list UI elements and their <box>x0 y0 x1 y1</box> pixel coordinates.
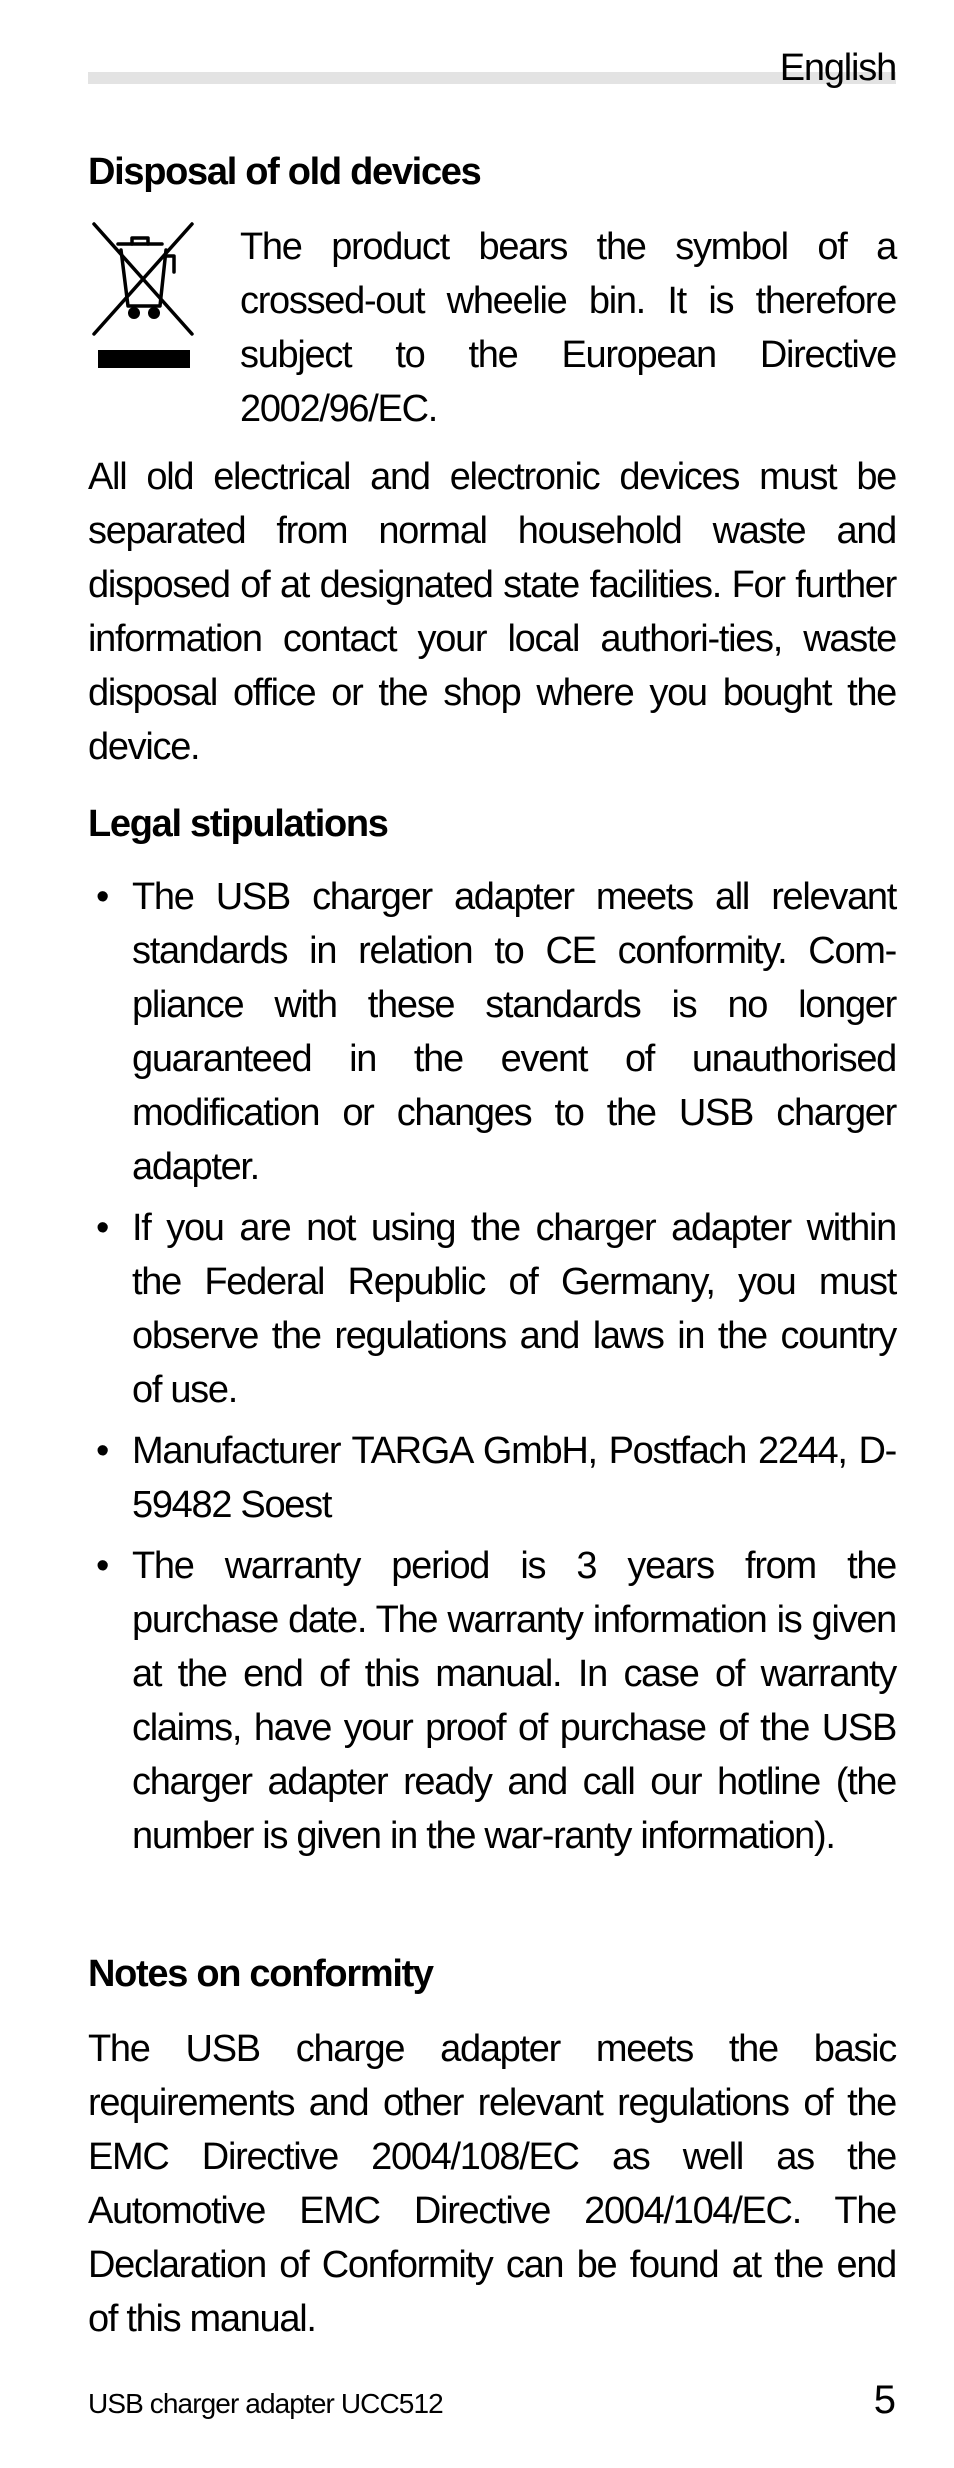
header-rule <box>88 72 896 84</box>
section-heading-legal: Legal stipulations <box>88 803 388 845</box>
list-item <box>88 1539 896 1863</box>
list-item-text: Manufacturer TARGA GmbH, Postfach 2244, D-59482 Soest <box>132 1430 896 1526</box>
conformity-body-text: The USB charge adapter meets the basic requirements and other relevant regulations of the EMC Directive 2004/108/EC as well as the Automotive EMC Directive 2004/104/EC. The Declaration of Conformity can be found at the end of this manual. <box>88 2028 896 2340</box>
list-item <box>88 1424 896 1532</box>
manual-page <box>88 0 896 2468</box>
header-language: English <box>779 47 896 89</box>
section-heading-disposal: Disposal of old devices <box>88 151 481 193</box>
crossed-out-wheelie-bin-icon <box>88 216 198 376</box>
disposal-body-text: All old electrical and electronic devices must be separated from normal household waste and disposed of at designated state facilities. For further information contact your local authori-ties, waste disposal office or the shop where you bought the device. <box>88 456 896 768</box>
bullet-marker: • <box>95 1430 108 1472</box>
list-item <box>88 870 896 1194</box>
disposal-intro-text: The product bears the symbol of a crossed-out wheelie bin. It is therefore subject to the European Directive 2002/96/EC. <box>240 226 896 430</box>
list-item-text: The USB charger adapter meets all relevant standards in relation to CE conformity. Com-pliance with these standards is no longer guaranteed in the event of unauthorised modification or changes to the USB charger adapter. <box>132 876 896 1188</box>
page-header <box>88 44 896 92</box>
legal-list <box>88 870 896 1870</box>
section-heading-conformity: Notes on conformity <box>88 1953 433 1995</box>
list-item <box>88 1201 896 1417</box>
list-item-text: The warranty period is 3 years from the purchase date. The warranty information is given at the end of this manual. In case of warranty claims, have your proof of purchase of the USB charger adapter ready and call our hotline (the number is given in the war-ranty information). <box>132 1545 896 1857</box>
list-item-text: If you are not using the charger adapter within the Federal Republic of Germany, you must observe the regulations and laws in the country of use. <box>132 1207 896 1411</box>
bullet-marker: • <box>95 876 108 918</box>
footer-product-name: USB charger adapter UCC512 <box>88 2388 443 2419</box>
bullet-marker: • <box>95 1545 108 1587</box>
bullet-marker: • <box>95 1207 108 1249</box>
page-number: 5 <box>873 2378 896 2422</box>
